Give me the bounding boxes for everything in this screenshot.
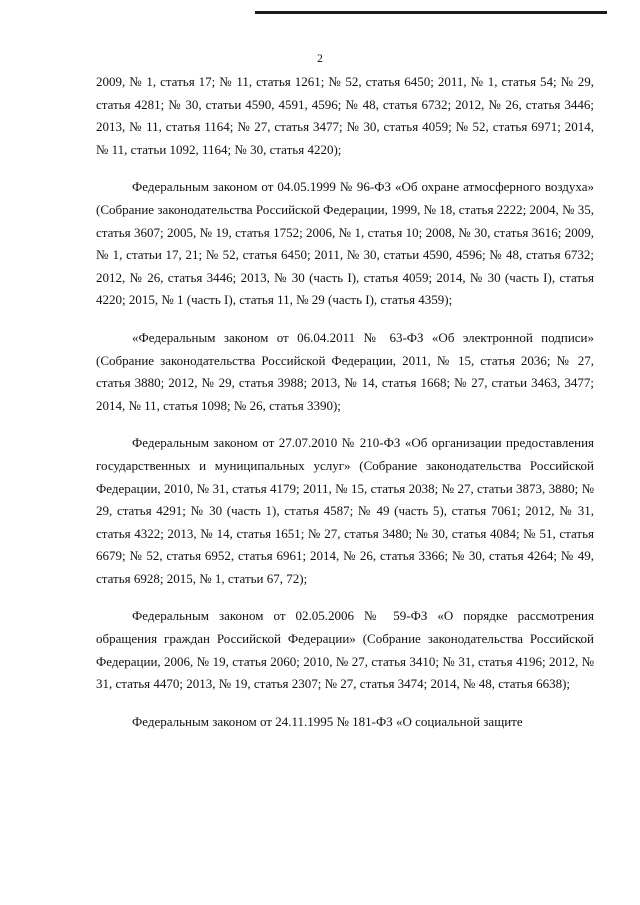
paragraph-law-63-fz: «Федеральным законом от 06.04.2011 № 63-ФЗ «Об электронной подписи» (Собрание законодательства Российской Федерации, 2011, № 15, статья 2036; № 27, статья 3880; 2012, № 29, статья 3988; 2013, № 14, статья 1668; № 27, статьи 3463, 3477; 2014, № 11, статья 1098; № 26, статья 3390); bbox=[96, 329, 594, 413]
header-rule bbox=[255, 11, 607, 14]
paragraph-law-59-fz: Федеральным законом от 02.05.2006 № 59-ФЗ «О порядке рассмотрения обращения граждан Российской Федерации» (Собрание законодательства Российской Федерации, 2006, № 19, статья 2060; 2010, № 27, статья 3410; № 31, статья 4196; 2012, № 31, статья 4470; 2013, № 19, статья 2307; № 27, статья 3474; 2014, № 48, статья 6638); bbox=[96, 608, 594, 692]
paragraph-law-181-fz: Федеральным законом от 24.11.1995 № 181-ФЗ «О социальной защите bbox=[132, 713, 523, 729]
page-number: 2 bbox=[317, 53, 323, 65]
document-body bbox=[96, 71, 594, 748]
paragraph-law-96-fz: Федеральным законом от 04.05.1999 № 96-ФЗ «Об охране атмосферного воздуха» (Собрание законодательства Российской Федерации, 1999, № 18, статья 2222; 2004, № 35, статья 3607; 2005, № 19, статья 1752; 2006, № 1, статья 10; 2008, № 30, статья 3616; 2009, № 1, статьи 17, 21; № 52, статья 6450; 2011, № 30, статьи 4590, 4596; № 48, статья 6732; 2012, № 26, статья 3446; 2013, № 30 (часть I), статья 4059; 2014, № 30 (часть I), статья 4220; 2015, № 1 (часть I), статья 11, № 29 (часть I), статья 4359); bbox=[96, 179, 594, 308]
paragraph-continuation: 2009, № 1, статья 17; № 11, статья 1261; № 52, статья 6450; 2011, № 1, статья 54; № 29, статья 4281; № 30, статьи 4590, 4591, 4596; № 48, статья 6732; 2012, № 26, статья 3446; 2013, № 11, статья 1164; № 27, статья 3477; № 30, статья 4059; № 52, статья 6971; 2014, № 11, статьи 1092, 1164; № 30, статья 4220); bbox=[96, 74, 594, 157]
paragraph-law-210-fz: Федеральным законом от 27.07.2010 № 210-ФЗ «Об организации предоставления государственных и муниципальных услуг» (Собрание законодательства Российской Федерации, 2010, № 31, статья 4179; 2011, № 15, статья 2038; № 27, статьи 3873, 3880; № 29, статья 4291; № 30 (часть 1), статья 4587; № 49 (часть 5), статья 7061; 2012, № 31, статья 4322; 2013, № 14, статья 1651; № 27, статья 3480; № 30, статья 4084; № 51, статья 6679; № 52, статья 6952, статья 6961; 2014, № 26, статья 3366; № 30, статья 4264; № 49, статья 6928; 2015, № 1, статьи 67, 72); bbox=[96, 435, 594, 586]
